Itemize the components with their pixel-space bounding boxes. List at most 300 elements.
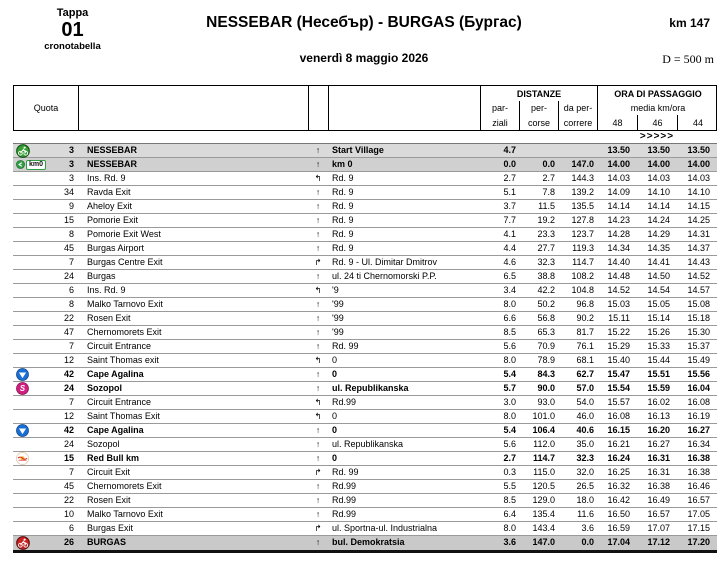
quota-value: 7 xyxy=(68,341,74,351)
quota-value: 47 xyxy=(63,327,74,337)
time-at-48: 15.29 xyxy=(607,341,630,351)
time-at-48: 15.57 xyxy=(607,397,630,407)
time-at-46: 16.31 xyxy=(647,453,670,463)
quota-value: 6 xyxy=(68,523,74,533)
mountain-prize-icon xyxy=(13,368,45,381)
remaining-km: 32.0 xyxy=(576,467,594,477)
quota-value: 3 xyxy=(68,173,74,183)
quota-value: 24 xyxy=(63,439,74,449)
route-name: Rd. 9 xyxy=(332,187,354,197)
covered-km: 135.4 xyxy=(532,509,555,519)
time-at-46: 15.33 xyxy=(647,341,670,351)
up-turn-icon: ↑ xyxy=(315,187,321,197)
route-name: Rd.99 xyxy=(332,397,357,407)
quota-value: 8 xyxy=(68,299,74,309)
no-icon xyxy=(13,480,45,493)
time-at-46: 14.10 xyxy=(647,187,670,197)
no-icon xyxy=(13,242,45,255)
partial-km: 4.6 xyxy=(503,257,516,267)
time-at-48: 17.04 xyxy=(607,537,630,547)
time-at-46: 16.02 xyxy=(647,397,670,407)
table-row xyxy=(13,466,717,480)
time-at-46: 15.05 xyxy=(647,299,670,309)
time-at-48: 16.50 xyxy=(607,509,630,519)
time-at-44: 15.08 xyxy=(687,299,710,309)
speed-44-header: 44 xyxy=(692,117,703,128)
up-turn-icon: ↑ xyxy=(315,243,321,253)
remaining-km: 81.7 xyxy=(576,327,594,337)
elevation-gain: D = 500 m xyxy=(662,52,714,66)
stage-subtitle: cronotabella xyxy=(44,41,101,52)
covered-km: 93.0 xyxy=(537,397,555,407)
time-at-44: 16.04 xyxy=(687,383,710,393)
covered-km: 106.4 xyxy=(532,425,555,435)
quota-value: 45 xyxy=(63,243,74,253)
covered-km: 120.5 xyxy=(532,481,555,491)
no-icon xyxy=(13,396,45,409)
partial-km: 6.5 xyxy=(503,271,516,281)
time-at-46: 16.38 xyxy=(647,481,670,491)
table-row xyxy=(13,242,717,256)
covered-km-header-bottom: corse xyxy=(520,115,559,130)
no-icon xyxy=(13,340,45,353)
up-turn-icon: ↑ xyxy=(315,229,321,239)
location-name: Malko Tarnovo Exit xyxy=(87,299,163,309)
partial-km-header-top: par- xyxy=(481,101,520,115)
time-at-44: 14.57 xyxy=(687,285,710,295)
table-row xyxy=(13,256,717,270)
partial-km: 4.7 xyxy=(503,145,516,155)
route-name: bul. Demokratsia xyxy=(332,537,405,547)
remaining-km: 123.7 xyxy=(571,229,594,239)
covered-km: 11.5 xyxy=(538,201,555,211)
covered-km: 42.2 xyxy=(537,285,555,295)
location-name: Rosen Exit xyxy=(87,495,131,505)
remaining-km-header-bottom: correre xyxy=(559,115,598,130)
right-turn-icon: ↱ xyxy=(314,257,322,267)
time-at-44: 15.30 xyxy=(687,327,710,337)
remaining-km: 108.2 xyxy=(571,271,594,281)
table-row xyxy=(13,536,717,550)
location-name: Aheloy Exit xyxy=(87,201,133,211)
left-turn-icon: ↰ xyxy=(314,397,322,407)
start-cyclist-icon xyxy=(13,144,45,158)
partial-km: 4.1 xyxy=(503,229,516,239)
time-at-44: 15.49 xyxy=(687,355,710,365)
covered-km: 129.0 xyxy=(532,495,555,505)
time-at-46: 15.51 xyxy=(647,369,670,379)
time-at-46: 14.14 xyxy=(647,201,670,211)
location-name: Red Bull km xyxy=(87,453,140,463)
up-turn-icon: ↑ xyxy=(315,453,321,463)
covered-km: 114.7 xyxy=(532,453,555,463)
covered-km: 0.0 xyxy=(542,159,555,169)
time-at-48: 15.03 xyxy=(607,299,630,309)
table-row xyxy=(13,424,717,438)
time-at-48: 16.08 xyxy=(607,411,630,421)
page-title: NESSEBAR (Несебър) - BURGAS (Бургас) xyxy=(206,14,522,31)
route-name: Rd. 99 xyxy=(332,467,359,477)
remaining-km: 3.6 xyxy=(581,523,594,533)
covered-km: 147.0 xyxy=(532,537,555,547)
location-name: Pomorie Exit xyxy=(87,215,139,225)
location-name: Burgas Centre Exit xyxy=(87,257,163,267)
table-row xyxy=(13,298,717,312)
partial-km: 8.0 xyxy=(503,355,516,365)
time-at-48: 14.00 xyxy=(607,159,630,169)
partial-km: 8.0 xyxy=(503,411,516,421)
quota-value: 15 xyxy=(63,215,74,225)
table-row xyxy=(13,494,717,508)
route-name: ul. Republikanska xyxy=(332,383,409,393)
route-name: 0 xyxy=(332,369,338,379)
partial-km: 3.4 xyxy=(503,285,516,295)
time-at-46: 16.20 xyxy=(647,425,670,435)
remaining-km: 127.8 xyxy=(571,215,594,225)
km-zero-badge-icon: km0 xyxy=(13,158,45,171)
time-at-44: 16.27 xyxy=(687,425,710,435)
up-turn-icon: ↑ xyxy=(315,481,321,491)
finish-cyclist-icon xyxy=(13,536,45,550)
time-at-44: 15.37 xyxy=(687,341,710,351)
location-name: Circuit Exit xyxy=(87,467,131,477)
red-bull-icon xyxy=(13,452,45,465)
route-name: 0 xyxy=(332,411,338,421)
remaining-km: 32.3 xyxy=(576,453,594,463)
no-icon xyxy=(13,200,45,213)
time-at-48: 15.22 xyxy=(607,327,630,337)
table-row xyxy=(13,410,717,424)
time-at-44: 14.25 xyxy=(687,215,710,225)
partial-km: 5.4 xyxy=(503,369,516,379)
route-name: Rd. 9 xyxy=(332,173,354,183)
covered-km: 50.2 xyxy=(537,299,555,309)
route-name: Rd. 9 xyxy=(332,201,354,211)
table-row xyxy=(13,368,717,382)
location-name: Ins. Rd. 9 xyxy=(87,285,126,295)
location-name: NESSEBAR xyxy=(87,145,138,155)
time-at-48: 14.52 xyxy=(607,285,630,295)
remaining-km: 26.5 xyxy=(576,481,594,491)
no-icon xyxy=(13,410,45,423)
location-name: Saint Thomas Exit xyxy=(87,411,160,421)
up-turn-icon: ↑ xyxy=(315,299,321,309)
time-at-46: 17.12 xyxy=(647,537,670,547)
route-name: 0 xyxy=(332,453,338,463)
average-speed-subheader: media km/ora xyxy=(630,103,686,113)
route-name: Rd.99 xyxy=(332,509,357,519)
time-at-48: 16.24 xyxy=(607,453,630,463)
table-row xyxy=(13,186,717,200)
partial-km: 4.4 xyxy=(503,243,516,253)
time-at-48: 16.59 xyxy=(607,523,630,533)
time-at-48: 14.40 xyxy=(607,257,630,267)
no-icon xyxy=(13,186,45,199)
partial-km: 5.6 xyxy=(503,439,516,449)
remaining-km: 76.1 xyxy=(576,341,594,351)
remaining-km: 18.0 xyxy=(576,495,594,505)
location-name: Pomorie Exit West xyxy=(87,229,161,239)
route-name: ul. Sportna-ul. Industrialna xyxy=(332,523,438,533)
table-row xyxy=(13,228,717,242)
time-at-44: 13.50 xyxy=(687,145,710,155)
covered-km: 112.0 xyxy=(533,439,555,449)
table-header xyxy=(13,85,717,131)
location-name: Rosen Exit xyxy=(87,313,131,323)
time-at-48: 15.40 xyxy=(607,355,630,365)
time-at-44: 16.08 xyxy=(687,397,710,407)
remaining-km-header-top: da per- xyxy=(559,101,598,115)
stage-label: Tappa xyxy=(56,7,89,19)
partial-km: 0.0 xyxy=(503,159,516,169)
time-at-48: 14.28 xyxy=(607,229,630,239)
stage-date: venerdì 8 maggio 2026 xyxy=(299,51,429,65)
time-at-44: 15.56 xyxy=(687,369,710,379)
location-name: Circuit Entrance xyxy=(87,397,152,407)
quota-value: 9 xyxy=(68,201,74,211)
time-at-44: 14.43 xyxy=(687,257,710,267)
no-icon xyxy=(13,228,45,241)
location-name: Malko Tarnovo Exit xyxy=(87,509,163,519)
remaining-km: 135.5 xyxy=(571,201,594,211)
time-at-44: 16.38 xyxy=(687,467,710,477)
speed-48-header: 48 xyxy=(598,115,638,130)
route-name: '99 xyxy=(332,313,344,323)
table-row xyxy=(13,340,717,354)
time-at-48: 14.09 xyxy=(607,187,630,197)
time-at-46: 16.57 xyxy=(647,509,670,519)
partial-km: 5.7 xyxy=(503,383,516,393)
time-at-48: 14.48 xyxy=(607,271,630,281)
no-icon xyxy=(13,494,45,507)
no-icon xyxy=(13,354,45,367)
time-at-46: 15.59 xyxy=(647,383,670,393)
time-at-46: 14.29 xyxy=(647,229,670,239)
covered-km: 56.8 xyxy=(537,313,555,323)
up-turn-icon: ↑ xyxy=(315,145,321,155)
table-row xyxy=(13,438,717,452)
time-at-44: 16.57 xyxy=(687,495,710,505)
time-at-46: 14.50 xyxy=(647,271,670,281)
location-name: Burgas xyxy=(87,271,116,281)
time-at-46: 16.49 xyxy=(647,495,670,505)
location-name: Chernomorets Exit xyxy=(87,327,162,337)
speed-46-header: 46 xyxy=(638,115,678,130)
no-icon xyxy=(13,284,45,297)
location-name: Chernomorets Exit xyxy=(87,481,162,491)
table-row xyxy=(13,270,717,284)
time-at-44: 16.19 xyxy=(687,411,710,421)
partial-km: 3.0 xyxy=(503,397,516,407)
time-at-44: 14.52 xyxy=(687,271,710,281)
quota-value: 45 xyxy=(63,481,74,491)
time-at-48: 15.54 xyxy=(607,383,630,393)
partial-km: 5.5 xyxy=(503,481,516,491)
remaining-km: 96.8 xyxy=(576,299,594,309)
up-turn-icon: ↑ xyxy=(315,341,321,351)
time-at-44: 14.03 xyxy=(687,173,710,183)
remaining-km: 0.0 xyxy=(581,537,594,547)
passing-time-group-header: ORA DI PASSAGGIO xyxy=(614,88,702,99)
remaining-km: 139.2 xyxy=(571,187,594,197)
partial-km: 5.4 xyxy=(503,425,516,435)
time-at-48: 15.11 xyxy=(608,313,630,323)
location-name: BURGAS xyxy=(87,537,127,547)
stage-number: 01 xyxy=(61,19,84,41)
mountain-prize-icon xyxy=(13,424,45,437)
remaining-km: 114.7 xyxy=(572,257,594,267)
partial-km: 3.6 xyxy=(503,537,516,547)
up-turn-icon: ↑ xyxy=(315,313,321,323)
up-turn-icon: ↑ xyxy=(315,159,321,169)
covered-km: 23.3 xyxy=(537,229,555,239)
up-turn-icon: ↑ xyxy=(315,369,321,379)
quota-value: 22 xyxy=(63,495,74,505)
quota-value: 22 xyxy=(63,313,74,323)
remaining-km: 57.0 xyxy=(576,383,594,393)
direction-marker: >>>>> xyxy=(639,131,675,142)
time-at-48: 14.34 xyxy=(607,243,630,253)
time-at-48: 16.25 xyxy=(607,467,630,477)
up-turn-icon: ↑ xyxy=(315,215,321,225)
remaining-km: 104.8 xyxy=(571,285,594,295)
time-at-46: 16.13 xyxy=(647,411,670,421)
covered-km: 101.0 xyxy=(532,411,555,421)
right-turn-icon: ↱ xyxy=(314,467,322,477)
left-turn-icon: ↰ xyxy=(314,173,322,183)
time-at-44: 14.00 xyxy=(687,159,710,169)
covered-km: 32.3 xyxy=(537,257,555,267)
table-row xyxy=(13,158,717,172)
location-name: Cape Agalina xyxy=(87,425,144,435)
partial-km: 7.7 xyxy=(503,215,516,225)
time-at-48: 16.15 xyxy=(607,425,630,435)
remaining-km: 90.2 xyxy=(576,313,594,323)
up-turn-icon: ↑ xyxy=(315,271,321,281)
direction-column-header xyxy=(309,86,329,130)
covered-km: 19.2 xyxy=(537,215,555,225)
time-at-44: 17.05 xyxy=(687,509,710,519)
time-at-46: 14.35 xyxy=(647,243,670,253)
covered-km: 2.7 xyxy=(542,173,555,183)
time-at-44: 17.20 xyxy=(687,537,710,547)
route-name: 0 xyxy=(332,355,338,365)
quota-value: 3 xyxy=(68,145,74,155)
quota-column-header: Quota xyxy=(14,86,79,130)
quota-value: 24 xyxy=(63,271,74,281)
time-at-44: 14.15 xyxy=(687,201,710,211)
table-row xyxy=(13,214,717,228)
covered-km: 143.4 xyxy=(532,523,555,533)
remaining-km: 54.0 xyxy=(576,397,594,407)
quota-value: 42 xyxy=(63,369,74,379)
location-name: Sozopol xyxy=(87,383,122,393)
no-icon xyxy=(13,256,45,269)
location-name: Sozopol xyxy=(87,439,120,449)
location-name: Saint Thomas exit xyxy=(87,355,159,365)
partial-km: 8.0 xyxy=(503,299,516,309)
covered-km-header-top: per- xyxy=(520,101,559,115)
time-at-48: 14.03 xyxy=(607,173,630,183)
covered-km: 65.3 xyxy=(537,327,555,337)
covered-km: 70.9 xyxy=(537,341,555,351)
route-name: Rd. 9 xyxy=(332,243,354,253)
up-turn-icon: ↑ xyxy=(315,425,321,435)
route-name: '99 xyxy=(332,299,344,309)
location-name: Circuit Entrance xyxy=(87,341,152,351)
left-turn-icon: ↰ xyxy=(314,355,322,365)
route-name: km 0 xyxy=(332,159,353,169)
sprint-icon xyxy=(13,382,45,395)
time-at-44: 14.37 xyxy=(687,243,710,253)
time-at-48: 14.23 xyxy=(607,215,630,225)
no-icon xyxy=(13,466,45,479)
quota-value: 7 xyxy=(68,257,74,267)
time-at-46: 16.27 xyxy=(647,439,670,449)
total-distance: km 147 xyxy=(669,16,710,30)
remaining-km: 68.1 xyxy=(576,355,594,365)
partial-km: 3.7 xyxy=(503,201,516,211)
remaining-km xyxy=(558,144,597,158)
distances-group-header: DISTANZE xyxy=(481,86,598,101)
no-icon xyxy=(13,438,45,451)
covered-km: 84.3 xyxy=(537,369,555,379)
table-row xyxy=(13,172,717,186)
covered-km: 90.0 xyxy=(537,383,555,393)
location-name: NESSEBAR xyxy=(87,159,138,169)
remaining-km: 40.6 xyxy=(576,425,594,435)
covered-km xyxy=(519,144,558,158)
route-name: Rd. 99 xyxy=(332,341,359,351)
no-icon xyxy=(13,522,45,535)
table-row xyxy=(13,452,717,466)
partial-km: 5.1 xyxy=(503,187,516,197)
up-turn-icon: ↑ xyxy=(315,537,321,547)
covered-km: 27.7 xyxy=(537,243,555,253)
table-row xyxy=(13,284,717,298)
no-icon xyxy=(13,508,45,521)
route-name: Start Village xyxy=(332,145,384,155)
left-turn-icon: ↰ xyxy=(314,411,322,421)
route-name: ul. Republikanska xyxy=(332,439,404,449)
up-turn-icon: ↑ xyxy=(315,439,321,449)
route-name: Rd. 9 - Ul. Dimitar Dmitrov xyxy=(332,257,438,267)
partial-km: 8.0 xyxy=(503,523,516,533)
up-turn-icon: ↑ xyxy=(315,509,321,519)
up-turn-icon: ↑ xyxy=(315,201,321,211)
time-at-44: 14.31 xyxy=(687,229,710,239)
time-at-44: 17.15 xyxy=(687,523,710,533)
table-row xyxy=(13,396,717,410)
timetable-rows xyxy=(13,143,717,553)
time-at-46: 15.26 xyxy=(647,327,670,337)
partial-km: 2.7 xyxy=(503,453,516,463)
remaining-km: 46.0 xyxy=(576,411,594,421)
partial-km-header-bottom: ziali xyxy=(481,115,520,130)
table-row xyxy=(13,508,717,522)
location-column-header xyxy=(79,86,309,130)
quota-value: 12 xyxy=(63,355,74,365)
time-at-44: 14.10 xyxy=(687,187,710,197)
quota-value: 34 xyxy=(63,187,74,197)
quota-value: 15 xyxy=(63,453,74,463)
quota-value: 12 xyxy=(63,411,74,421)
route-name: Rd. 9 xyxy=(332,215,354,225)
partial-km: 5.6 xyxy=(503,341,516,351)
route-column-header xyxy=(329,86,481,130)
up-turn-icon: ↑ xyxy=(315,383,321,393)
time-at-48: 16.21 xyxy=(607,439,630,449)
